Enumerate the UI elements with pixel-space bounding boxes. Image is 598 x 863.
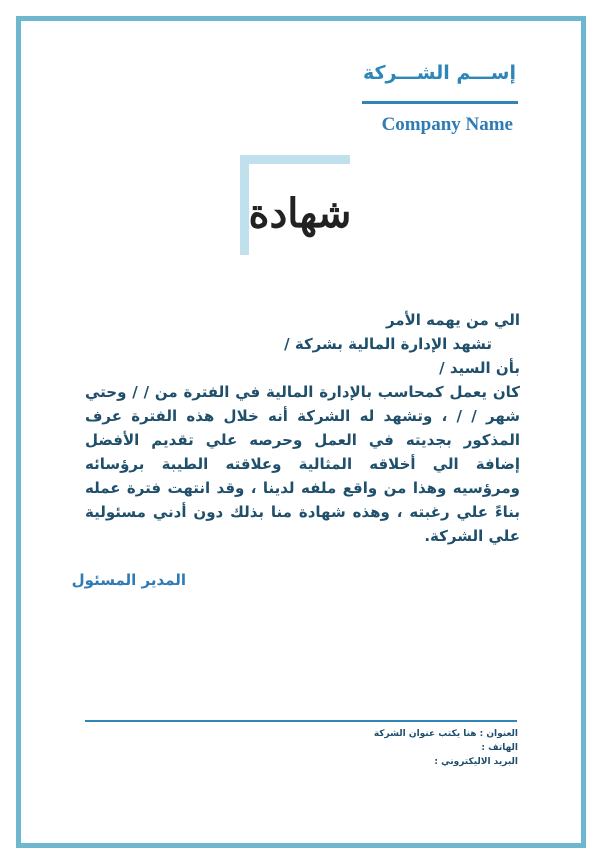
footer-address: العنوان : هنا يكتب عنوان الشركة xyxy=(373,729,518,739)
certificate-paragraph: كان يعمل كمحاسب بالإدارة المالية في الفترة من / / وحتي شهر / / ، وتشهد له الشركة أنه خلال هذه الفترة عرف المذكور بجديته في العمل وحرصه علي تقديم الأفضل إضافة الي أخلاقه المثالية وعلاقته الطيبة برؤسائه ومرؤسيه وهذا من واقع ملفه لدينا ، وقد انتهت فترة عمله بناءً علي رغبته ، وهذه شهادة منا بذلك دون أدني مسئولية علي الشركة. xyxy=(85,383,520,545)
department-line: تشهد الإدارة المالية بشركة / xyxy=(284,335,492,353)
company-name-english: Company Name xyxy=(381,114,513,135)
footer-email: البريد الاليكتروني : xyxy=(434,757,518,767)
logo-accent-top xyxy=(246,155,350,164)
footer-divider xyxy=(85,720,517,722)
footer-phone: الهاتف : xyxy=(481,743,518,753)
manager-signature: المدير المسئول xyxy=(71,571,186,589)
footer-contact xyxy=(374,727,518,769)
logo-calligraphy-text: شهادة xyxy=(248,190,352,237)
certificate-logo xyxy=(240,155,352,255)
company-name-divider xyxy=(362,101,518,104)
company-name-arabic: إســـم الشـــركة xyxy=(362,62,516,84)
mister-line: بأن السيد / xyxy=(439,359,520,377)
certificate-body xyxy=(85,308,520,548)
salutation-line: الي من يهمه الأمر xyxy=(385,311,520,329)
